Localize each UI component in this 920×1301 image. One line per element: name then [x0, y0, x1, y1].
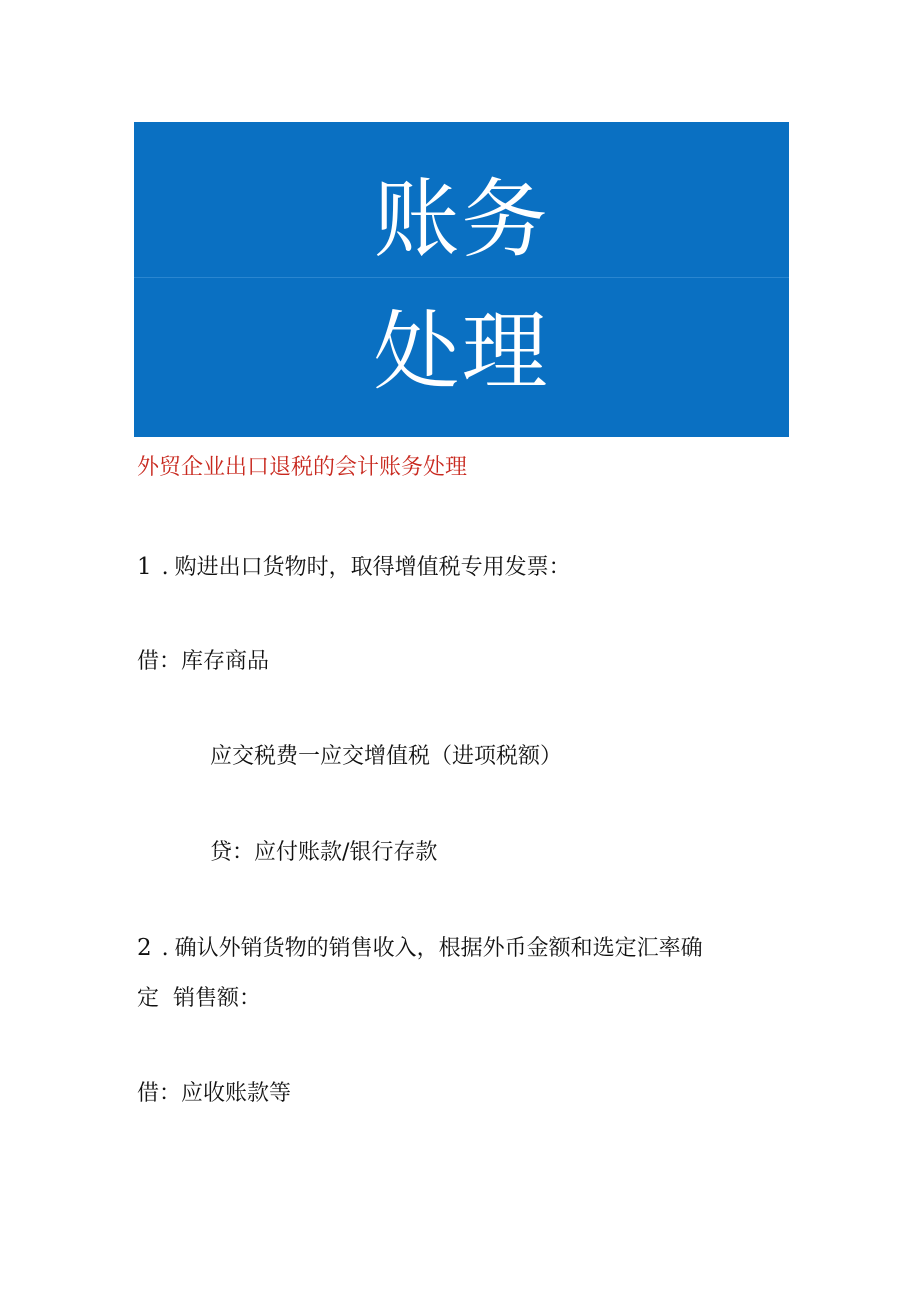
step-2-number: 2	[137, 935, 152, 961]
step-1-number: 1	[137, 554, 152, 580]
step-1-text: 购进出口货物时，取得增值税专用发票：	[174, 555, 571, 580]
entry-2-debit: 借：应收账款等	[137, 1081, 292, 1106]
step-1	[137, 551, 571, 584]
step-2	[137, 932, 703, 965]
entry-1-debit-tax: 应交税费一应交增值税（进项税额）	[210, 744, 563, 769]
step-1-dot: .	[161, 555, 169, 580]
banner-title-line-1: 账务	[373, 170, 550, 270]
step-2-dot: .	[161, 936, 169, 961]
entry-1-debit: 借：库存商品	[137, 649, 270, 674]
step-2-text-line-1: 确认外销货物的销售收入，根据外币金额和选定汇率确	[174, 936, 703, 961]
banner-divider	[134, 277, 789, 278]
step-2-text-line-2: 定 销售额：	[137, 986, 261, 1011]
title-banner	[134, 122, 789, 437]
entry-1-credit: 贷：应付账款/银行存款	[210, 840, 438, 865]
document-subtitle: 外贸企业出口退税的会计账务处理	[137, 455, 468, 480]
banner-title-line-2: 处理	[373, 302, 550, 402]
